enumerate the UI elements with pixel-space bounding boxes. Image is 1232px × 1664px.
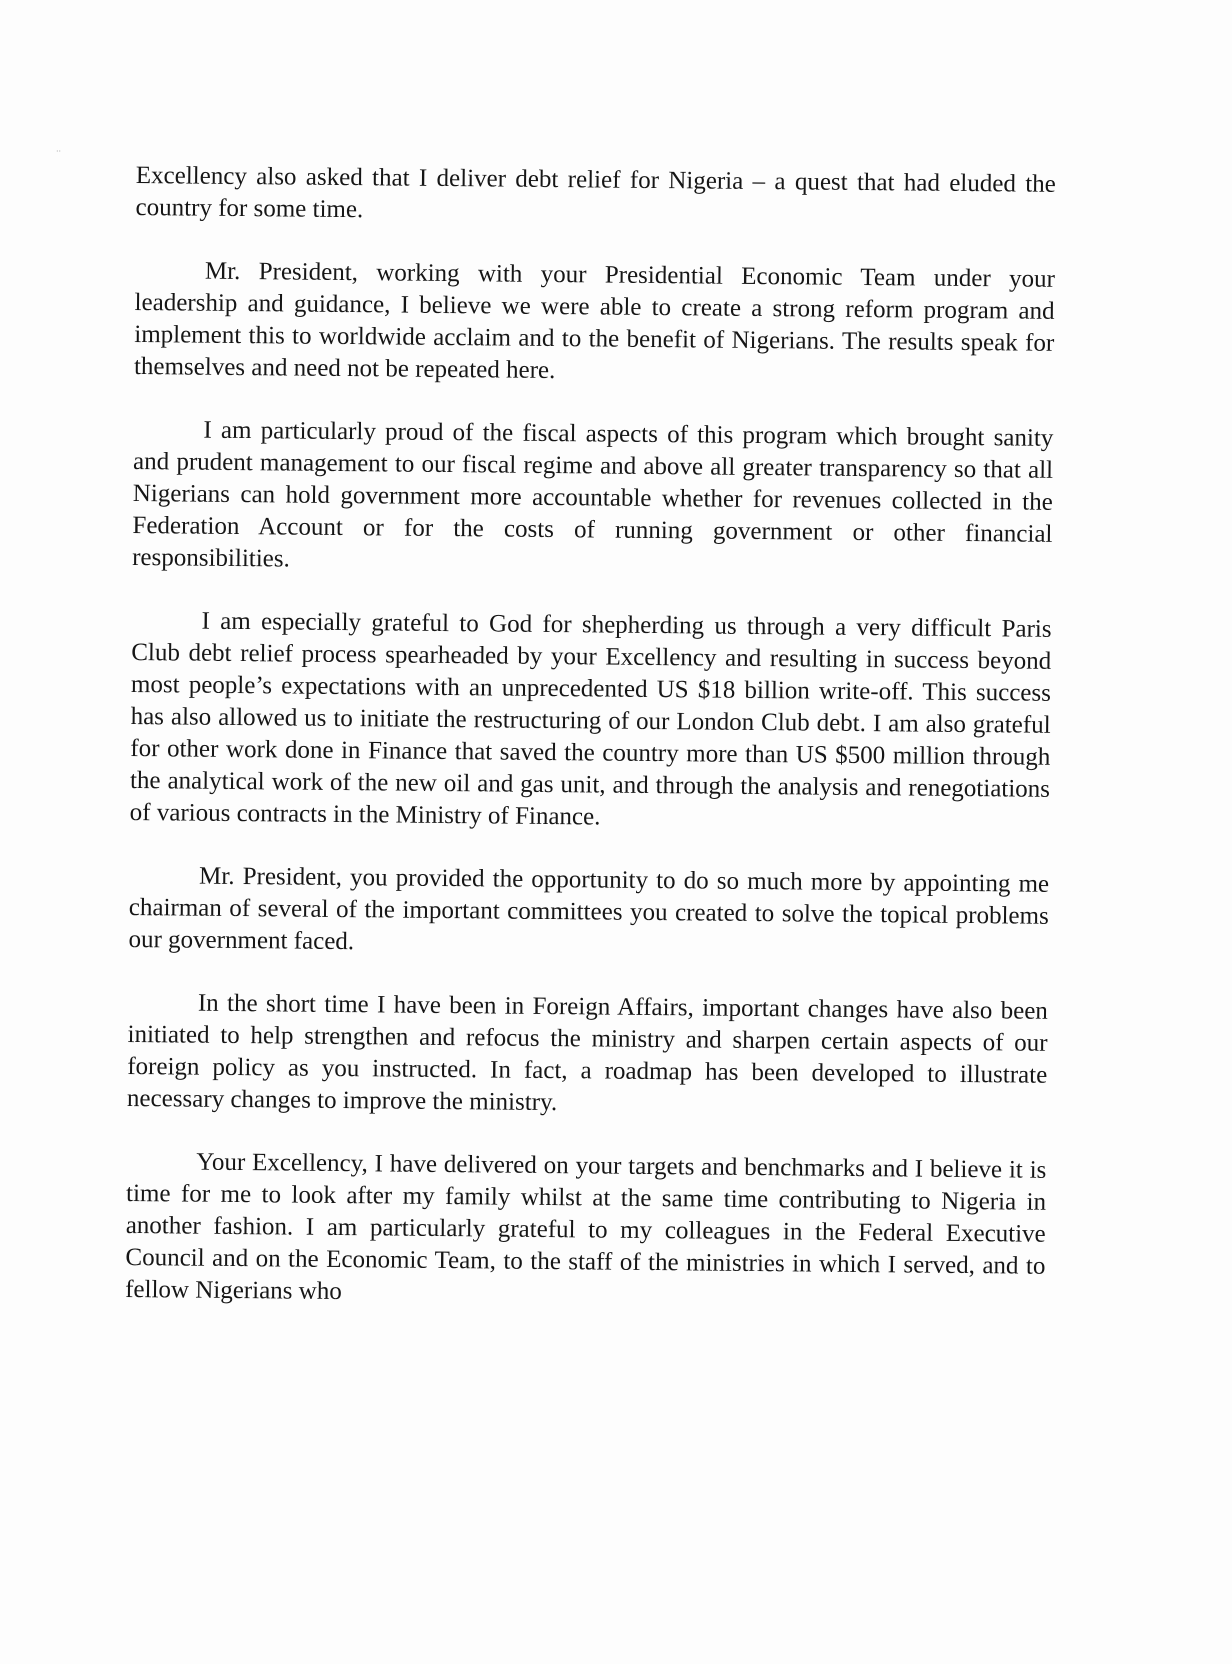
paragraph-debt-relief-quest: Excellency also asked that I deliver debt relief for Nigeria – a quest that had eluded the country for some time. [135, 161, 1056, 224]
letter-body [125, 160, 1056, 1346]
paragraph-reform-program: Mr. President, working with your Presidential Economic Team under your leadership and guidance, I believe we were able to create a strong reform program and implement this to worldwide acclaim and to the benefit of Nigerians. The results speak for themselves and need not be repeated here. [133, 257, 1056, 385]
paragraph-fiscal-aspects: I am particularly proud of the fiscal aspects of this program which brought sanity and prudent management to our fiscal regime and above all greater transparency so that all Nigerians can hold government more accountable whether for revenues collected in the Federation Account or for the costs of running government or other financial responsibilities. [132, 416, 1054, 573]
paragraph-paris-club: I am especially grateful to God for shepherding us through a very difficult Paris Club debt relief process spearheaded by your Excellency and resulting in success beyond most people’s expectations with an unprecedented US $18 billion write-off. This success has also allowed us to initiate the restructuring of our London Club debt. I am also grateful for other work done in Finance that saved the country more than US $500 million through the analytical work of the new oil and gas unit, and through the analysis and renegotiations of various contracts in the Ministry of Finance. [129, 607, 1052, 831]
scan-speck: ·· [56, 147, 62, 156]
paragraph-foreign-affairs: In the short time I have been in Foreign Affairs, important changes have also been initiated to help strengthen and refocus the ministry and sharpen certain aspects of our foreign policy as you instructed. In fact, a roadmap has been developed to illustrate necessary changes to improve the ministry. [126, 989, 1048, 1117]
paragraph-committees: Mr. President, you provided the opportunity to do so much more by appointing me chairman of several of the important committees you created to solve the topical problems our government faced. [128, 862, 1050, 956]
paragraph-targets-delivered: Your Excellency, I have delivered on your targets and benchmarks and I believe it is time for me to look after my family whilst at the same time contributing to Nigeria in another fashion. I am particularly grateful to my colleagues in the Federal Executive Council and on the Economic Team, to the staff of the ministries in which I served, and to fellow Nigerians who [125, 1148, 1047, 1306]
